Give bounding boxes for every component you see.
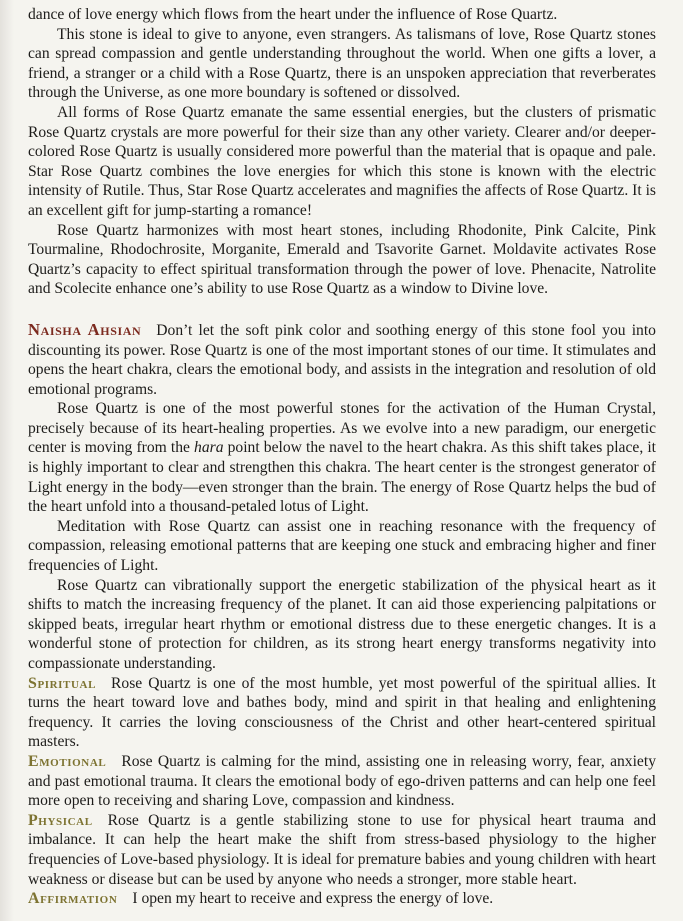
- ahsian-lead-text: Don’t let the soft pink color and soothing energy of this stone fool you into discounting its power. Rose Quartz is one of the most important stones of our time. It stimulates and opens the heart chakra, clears the emotional body, and assists in the integration and resolution of old emotional programs.: [28, 321, 656, 398]
- paragraph-simmons-talismans: This stone is ideal to give to anyone, even strangers. As talismans of love, Rose Quartz stones can spread compassion and gentle understanding throughout the world. When one gifts a lover, a friend, a stranger or a child with a Rose Quartz, there is an unspoken appreciation that reverberates through the Universe, as one more boundary is softened or dissolved.: [28, 25, 656, 102]
- section-divider-gap: [28, 299, 656, 320]
- section-heading-physical: Physical: [28, 811, 93, 829]
- hara-italic-word: hara: [194, 439, 224, 457]
- section-heading-emotional: Emotional: [28, 752, 107, 770]
- section-text-emotional: Rose Quartz is calming for the mind, assisting one in releasing worry, fear, anxiety and past emotional trauma. It clears the emotional body of ego-driven patterns and can help one feel more open to receiving and sharing Love, compassion and kindness.: [28, 752, 656, 810]
- paragraph-ahsian-hara: [28, 399, 656, 517]
- paragraph-ahsian-stabilization: Rose Quartz can vibrationally support the energetic stabilization of the physical heart as it shifts to match the increasing frequency of the planet. It can aid those experiencing palpitations or skipped beats, irregular heart rhythm or emotional distress due to these energetic changes. It is a wonderful stone of protection for children, as its strong heart energy transforms negativity into compassionate understanding.: [28, 576, 656, 672]
- hara-paragraph-post: point below the navel to the heart chakra. As this shift takes place, it is highly important to clear and strengthen this chakra. The heart center is the strongest generator of Light energy in the body—even stronger than the brain. The energy of Rose Quartz helps the bud of the heart unfold into a thousand-petaled lotus of Light.: [28, 439, 656, 516]
- section-text-affirmation: I open my heart to receive and express the energy of love.: [132, 890, 494, 908]
- paragraph-ahsian-lead: [28, 320, 656, 399]
- section-text-spiritual: Rose Quartz is one of the most humble, yet most powerful of the spiritual allies. It turns the heart toward love and bathes body, mind and spirit in that healing and enlightening frequency. It carries the loving consciousness of the Christ and other heart-centered spiritual masters.: [28, 674, 656, 751]
- hara-paragraph-pre: Rose Quartz is one of the most powerful stones for the activation of the Human Crystal, precisely because of its heart-healing properties. As we evolve into a new paradigm, our energetic center is moving from the: [28, 400, 656, 457]
- section-physical: [28, 811, 656, 889]
- section-emotional: [28, 752, 656, 811]
- section-spiritual: [28, 674, 656, 752]
- author-heading-naisha-ahsian: Naisha Ahsian: [28, 319, 142, 339]
- paragraph-simmons-forms: All forms of Rose Quartz emanate the same essential energies, but the clusters of prismatic Rose Quartz crystals are more powerful for their size than any other variety. Clearer and/or deeper-colored Rose Quartz is usually considered more powerful than the material that is opaque and pale. Star Rose Quartz combines the love energies for which this stone is known with the electric intensity of Rutile. Thus, Star Rose Quartz accelerates and magnifies the affects of Rose Quartz. It is an excellent gift for jump-starting a romance!: [28, 103, 656, 219]
- paragraph-fragment-continuation: dance of love energy which flows from the heart under the influence of Rose Quartz.: [28, 6, 558, 23]
- section-heading-affirmation: Affirmation: [28, 890, 118, 908]
- section-text-physical: Rose Quartz is a gentle stabilizing stone to use for physical heart trauma and imbalance. It can help the heart make the shift from stress-based physiology to the higher frequencies of Love-based physiology. It is ideal for premature babies and young children with heart weakness or disease but can be used by anyone who needs a stronger, more stable heart.: [28, 811, 656, 888]
- paragraph-ahsian-meditation: Meditation with Rose Quartz can assist one in reaching resonance with the frequency of compassion, releasing emotional patterns that are keeping one stuck and embracing higher and finer frequencies of Light.: [28, 517, 656, 575]
- section-heading-spiritual: Spiritual: [28, 674, 97, 692]
- section-affirmation: [28, 889, 656, 909]
- paragraph-simmons-harmonizes: Rose Quartz harmonizes with most heart stones, including Rhodonite, Pink Calcite, Pink Tourmaline, Rhodochrosite, Morganite, Emerald and Tsavorite Garnet. Moldavite activates Rose Quartz’s capacity to effect spiritual transformation through the power of love. Phenacite, Natrolite and Scolecite enhance one’s ability to use Rose Quartz as a window to Divine love.: [28, 221, 656, 298]
